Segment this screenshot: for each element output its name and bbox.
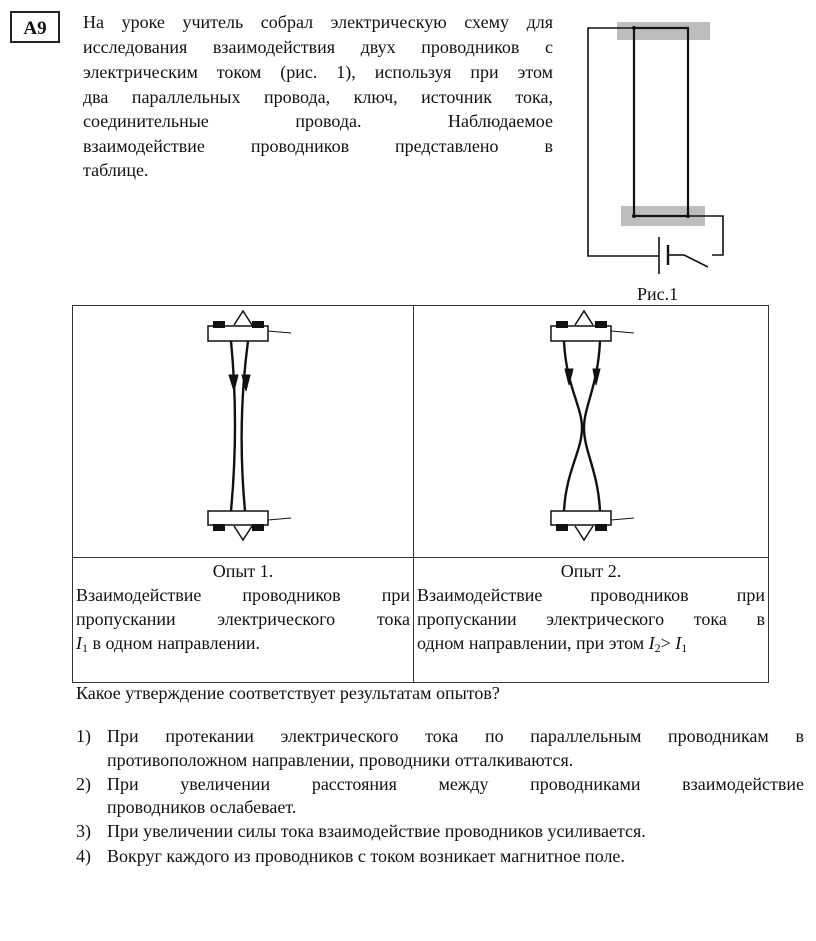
intro-line: исследования взаимодействия двух проводников с bbox=[83, 37, 553, 57]
current-subscript: 2 bbox=[654, 641, 661, 655]
option-2-cont[interactable]: проводников ослабевает. bbox=[107, 797, 297, 817]
current-symbol: I bbox=[675, 633, 682, 653]
option-3[interactable]: При увеличении силы тока взаимодействие проводников усиливается. bbox=[107, 821, 646, 841]
experiment-2-text: одном направлении, при этом bbox=[417, 633, 649, 653]
current-subscript: 1 bbox=[82, 641, 88, 655]
experiment-1-caption bbox=[73, 558, 414, 683]
current-subscript: 1 bbox=[681, 641, 688, 655]
intro-line: таблице. bbox=[83, 160, 149, 180]
parallel-wires bbox=[634, 28, 688, 216]
option-2[interactable]: При увеличении расстояния между проводниками взаимодействие bbox=[107, 774, 804, 794]
experiment-2-caption bbox=[414, 558, 769, 683]
switch-icon bbox=[684, 255, 708, 267]
conductors-attract-icon bbox=[73, 306, 413, 552]
top-holder bbox=[617, 22, 710, 40]
intro-line: На уроке учитель собрал электрическую схему для bbox=[83, 12, 553, 32]
option-1-cont[interactable]: противоположном направлении, проводники отталкиваются. bbox=[107, 750, 574, 770]
experiment-1-text: в одном направлении. bbox=[88, 633, 260, 653]
intro-line: взаимодействие проводников представлено в bbox=[83, 136, 553, 156]
option-number: 4) bbox=[76, 846, 91, 866]
experiment-1-figure bbox=[73, 306, 414, 558]
greater-sign: > bbox=[660, 633, 676, 653]
intro-line: два параллельных провода, ключ, источник тока, bbox=[83, 87, 553, 107]
figure-caption: Рис.1 bbox=[637, 284, 679, 304]
option-number: 1) bbox=[76, 726, 91, 746]
circuit-diagram bbox=[0, 0, 816, 300]
intro-line: электрическим током (рис. 1), используя при этом bbox=[83, 62, 553, 82]
experiment-2-line bbox=[417, 631, 765, 660]
current-symbol: I bbox=[76, 633, 82, 653]
intro-line: соединительные провода. Наблюдаемое bbox=[83, 111, 553, 131]
option-4[interactable]: Вокруг каждого из проводников с током возникает магнитное поле. bbox=[107, 846, 625, 866]
question-text: Какое утверждение соответствует результатам опытов? bbox=[76, 683, 500, 703]
option-number: 3) bbox=[76, 821, 91, 841]
option-number: 2) bbox=[76, 774, 91, 794]
experiment-2-figure bbox=[414, 306, 769, 558]
task-number: A9 bbox=[10, 11, 60, 43]
experiment-1-line: пропускании электрического тока bbox=[76, 609, 410, 629]
experiment-1-line: Взаимодействие проводников при bbox=[76, 585, 410, 605]
current-symbol: I bbox=[648, 633, 655, 653]
experiment-2-line: Взаимодействие проводников при bbox=[417, 585, 765, 605]
conductors-attract-strong-icon bbox=[414, 306, 768, 552]
experiment-1-title: Опыт 1. bbox=[212, 561, 274, 581]
experiment-2-title: Опыт 2. bbox=[560, 561, 622, 581]
experiment-1-line bbox=[76, 631, 410, 660]
experiment-2-line: пропускании электрического тока в bbox=[417, 609, 765, 629]
experiments-table bbox=[72, 305, 769, 683]
option-1[interactable]: При протекании электрического тока по параллельным проводникам в bbox=[107, 726, 804, 746]
